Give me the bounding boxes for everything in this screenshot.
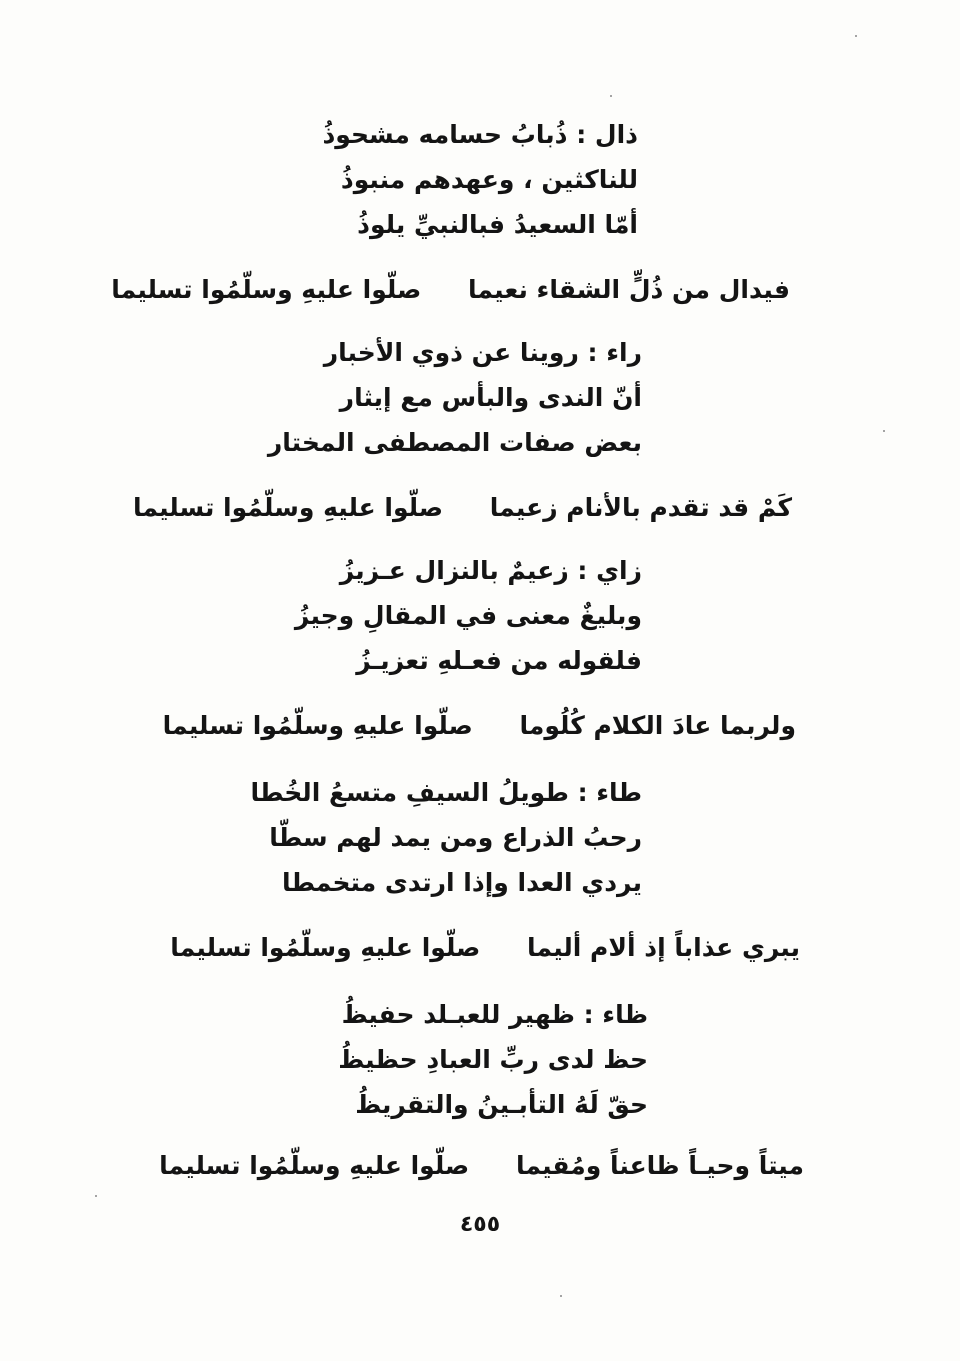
stanza-5 <box>338 992 648 1127</box>
scan-speck <box>560 1295 562 1297</box>
verse-line: أنّ الندى والبأس مع إيثار <box>339 383 642 412</box>
verse-line: رحبُ الذراع ومن يمد لهم سطّا <box>269 823 642 852</box>
verse-line: ظاء : ظهير للعبـلد حفيظُ <box>341 1000 648 1029</box>
refrain-first-half: كَمْ قد تقدم بالأنام زعيما <box>489 493 792 522</box>
stanza-4 <box>251 770 642 905</box>
refrain-first-half: يبري عذاباً إذ ألام أليما <box>527 933 800 962</box>
scan-speck <box>610 95 612 97</box>
stanza-2 <box>268 330 642 465</box>
refrain-first-half: ولربما عادَ الكلام كُلُوما <box>519 711 796 740</box>
verse-line: حظ لدى ربِّ العبادِ حظيظُ <box>338 1045 648 1074</box>
verse-line: أمّا السعيدُ فبالنبيِّ يلوذُ <box>357 210 638 239</box>
verse-line: طاء : طويلُ السيفِ متسعُ الخُطا <box>250 778 642 807</box>
scan-speck <box>883 430 885 432</box>
refrain-first-half: ميتاً وحيـاً ظاعناً ومُقيما <box>515 1151 804 1180</box>
refrain-second-half: صلّوا عليهِ وسلّمُوا تسليما <box>159 1151 470 1180</box>
refrain-first-half: فيدال من ذُلٍّ الشقاء نعيما <box>468 275 790 304</box>
refrain-1 <box>111 270 790 310</box>
stanza-1 <box>322 112 638 247</box>
scan-speck <box>855 35 857 37</box>
page-number: ٤٥٥ <box>459 1212 501 1237</box>
refrain-second-half: صلّوا عليهِ وسلّمُوا تسليما <box>162 711 473 740</box>
verse-line: راء : روينا عن ذوي الأخبار <box>323 338 642 367</box>
refrain-second-half: صلّوا عليهِ وسلّمُوا تسليما <box>132 493 444 522</box>
refrain-5 <box>159 1146 804 1186</box>
refrain-4 <box>170 928 800 968</box>
refrain-2 <box>133 488 792 528</box>
verse-line: حقّ لَهُ التأبـينُ والتقريظُ <box>355 1090 648 1119</box>
verse-line: يردي العدا وإذا ارتدى متخمطا <box>282 868 642 897</box>
refrain-second-half: صلّوا عليهِ وسلّمُوا تسليما <box>111 275 422 304</box>
scan-speck <box>95 1195 97 1197</box>
verse-line: فلقوله من فعـلهِ تعزيـزُ <box>356 646 642 675</box>
verse-line: للناكثين ، وعهدهم منبوذُ <box>340 165 638 194</box>
refrain-second-half: صلّوا عليهِ وسلّمُوا تسليما <box>170 933 481 962</box>
verse-line: زاي : زعيمٌ بالنزال عـزيزُ <box>339 556 642 585</box>
verse-line: بعض صفات المصطفى المختار <box>267 428 642 457</box>
refrain-3 <box>163 706 796 746</box>
verse-line: ذال : ذُبابُ حسامه مشحوذُ <box>322 120 638 149</box>
stanza-3 <box>295 548 642 683</box>
verse-line: وبليغٌ معنى في المقالِ وجيزُ <box>294 601 642 630</box>
